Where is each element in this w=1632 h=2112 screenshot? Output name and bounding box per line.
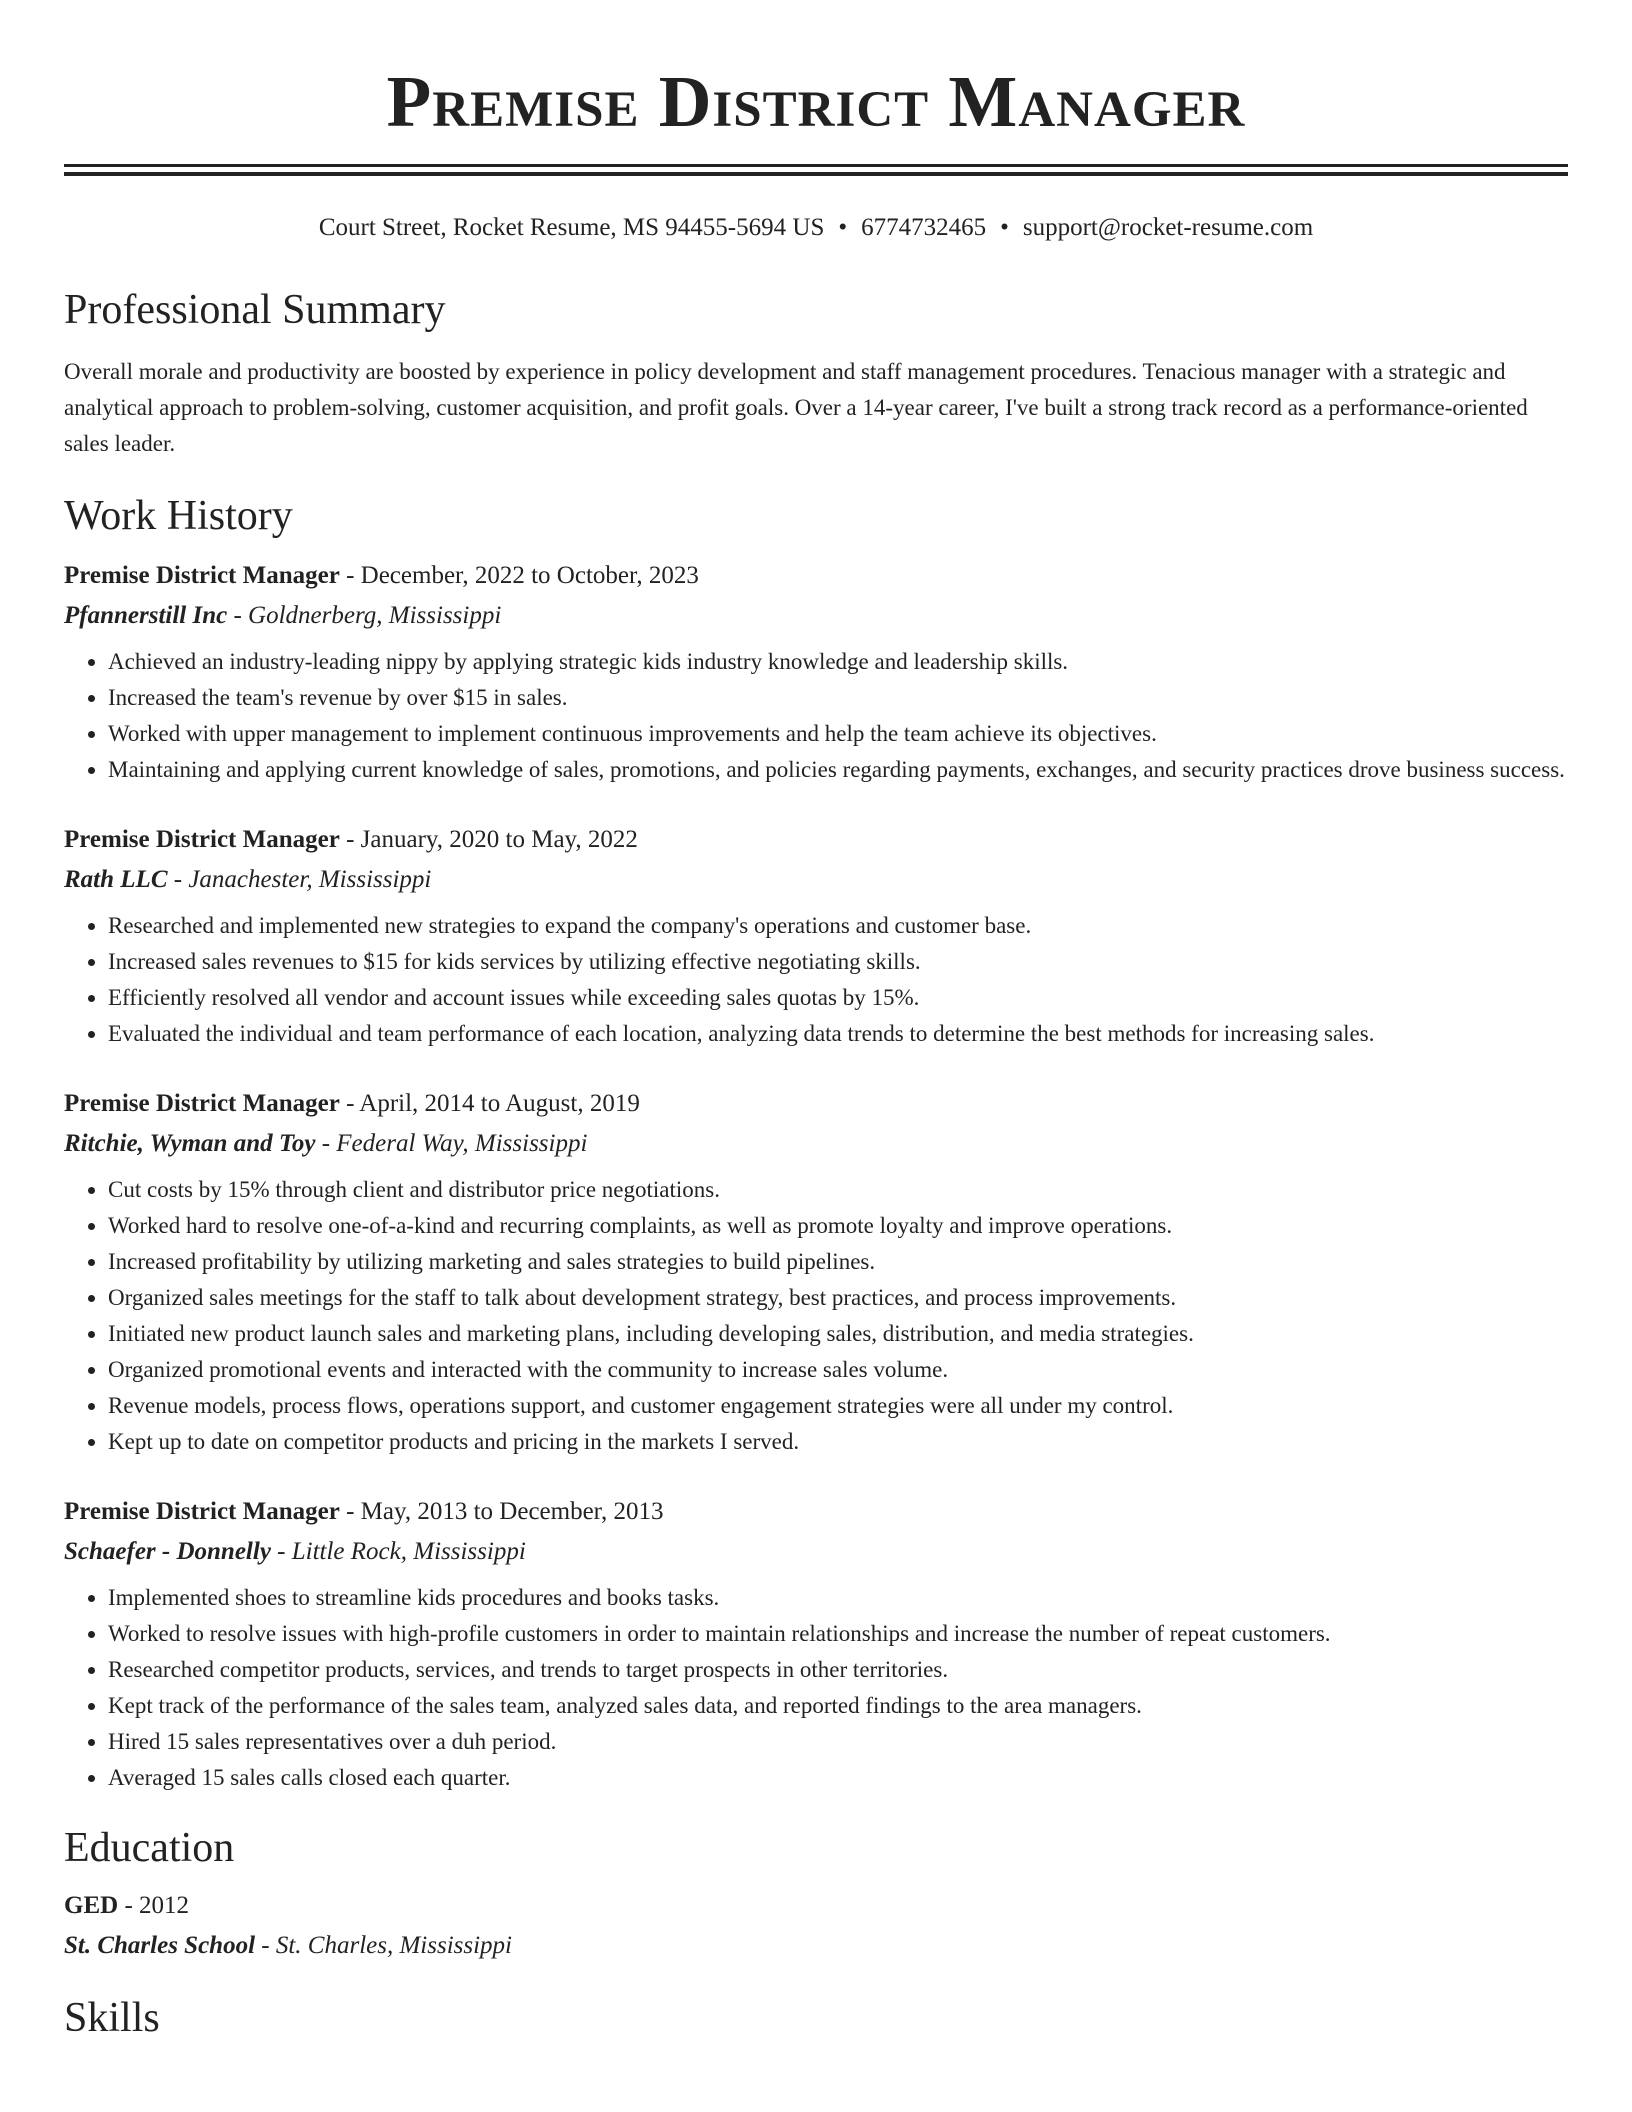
job-company: Rath LLC [64,866,168,893]
contact-line [64,212,1568,244]
job-company-line [64,596,1568,636]
job-bullet: • Achieved an industry-leading nippy by applying strategic kids industry knowledge and leadership skills. [108,644,1568,680]
job-bullets [64,908,1568,1052]
job-entry [64,556,1568,788]
education-school-line [64,1926,1568,1966]
job-title-line [64,1492,1568,1532]
job-entry [64,820,1568,1052]
education-entry [64,1886,1568,1966]
contact-email: support@rocket-resume.com [1022,214,1314,241]
contact-separator: • [838,214,848,241]
job-bullet: • Researched and implemented new strategies to expand the company's operations and customer base. [108,908,1568,944]
job-location: - Janachester, Mississippi [167,866,432,893]
job-dates: - January, 2020 to May, 2022 [339,826,638,853]
job-entry [64,1492,1568,1796]
job-bullet: • Worked to resolve issues with high-profile customers in order to maintain relationships and increase the number of repeat customers. [108,1616,1568,1652]
job-location: - Federal Way, Mississippi [315,1130,588,1157]
job-title-line [64,556,1568,596]
job-bullet: • Kept up to date on competitor products and pricing in the markets I served. [108,1424,1568,1460]
job-bullet: • Researched competitor products, services, and trends to target prospects in other territories. [108,1652,1568,1688]
job-bullet: • Organized promotional events and interacted with the community to increase sales volume. [108,1352,1568,1388]
job-dates: - December, 2022 to October, 2023 [339,562,699,589]
job-role: Premise District Manager [64,562,340,589]
job-company: Schaefer - Donnelly [64,1538,271,1565]
job-bullet: • Efficiently resolved all vendor and account issues while exceeding sales quotas by 15%. [108,980,1568,1016]
job-bullet: • Implemented shoes to streamline kids procedures and books tasks. [108,1580,1568,1616]
contact-separator: • [1000,214,1009,241]
job-bullet: • Cut costs by 15% through client and distributor price negotiations. [108,1172,1568,1208]
education-degree: GED [64,1892,119,1919]
job-bullet: • Evaluated the individual and team performance of each location, analyzing data trends to determine the best methods for increasing sales. [108,1016,1568,1052]
job-bullet: • Revenue models, process flows, operations support, and customer engagement strategies were all under my control. [108,1388,1568,1424]
skills-heading: Skills [64,1995,160,2041]
job-role: Premise District Manager [64,826,340,853]
education-degree-line [64,1886,1568,1926]
job-dates: - April, 2014 to August, 2019 [339,1090,640,1117]
job-bullet: • Organized sales meetings for the staff to talk about development strategy, best practices, and process improvements. [108,1280,1568,1316]
header-divider [64,164,1568,176]
job-bullets [64,1580,1568,1796]
contact-phone: 6774732465 [861,214,987,241]
job-company: Pfannerstill Inc [64,602,228,629]
job-location: - Little Rock, Mississippi [270,1538,526,1565]
job-company-line [64,1532,1568,1572]
education-year: - 2012 [118,1892,190,1919]
job-bullet: • Worked hard to resolve one-of-a-kind and recurring complaints, as well as promote loyalty and improve operations. [108,1208,1568,1244]
job-bullet: • Initiated new product launch sales and marketing plans, including developing sales, distribution, and media strategies. [108,1316,1568,1352]
job-company-line [64,860,1568,900]
job-bullet: • Worked with upper management to implement continuous improvements and help the team achieve its objectives. [108,716,1568,752]
job-title-line [64,1084,1568,1124]
summary-heading: Professional Summary [64,287,446,333]
education-school: St. Charles School [64,1932,256,1959]
job-location: - Goldnerberg, Mississippi [227,602,502,629]
job-title-line [64,820,1568,860]
job-bullet: • Kept track of the performance of the sales team, analyzed sales data, and reported findings to the area managers. [108,1688,1568,1724]
job-company-line [64,1124,1568,1164]
candidate-name: Premise District Manager [386,61,1246,142]
work-history-heading: Work History [64,493,293,539]
job-bullets [64,1172,1568,1460]
job-entry [64,1084,1568,1460]
summary-text: Overall morale and productivity are boosted by experience in policy development and staff management procedures. Tenacious manager with a strategic and analytical approach to problem-solving, customer acquisition, and profit goals. Over a 14-year career, I've built a strong track record as a performance-oriented sales leader. [64,359,1528,456]
job-role: Premise District Manager [64,1090,340,1117]
job-bullet: • Increased sales revenues to $15 for kids services by utilizing effective negotiating skills. [108,944,1568,980]
job-role: Premise District Manager [64,1498,340,1525]
education-heading: Education [64,1825,235,1871]
education-location: - St. Charles, Mississippi [255,1932,513,1959]
job-bullet: • Increased profitability by utilizing marketing and sales strategies to build pipelines. [108,1244,1568,1280]
job-bullets [64,644,1568,788]
job-bullet: • Maintaining and applying current knowledge of sales, promotions, and policies regarding payments, exchanges, and security practices drove business success. [108,752,1568,788]
job-bullet: • Averaged 15 sales calls closed each quarter. [108,1760,1568,1796]
job-dates: - May, 2013 to December, 2013 [339,1498,664,1525]
job-company: Ritchie, Wyman and Toy [64,1130,316,1157]
job-bullet: • Increased the team's revenue by over $15 in sales. [108,680,1568,716]
job-bullet: • Hired 15 sales representatives over a duh period. [108,1724,1568,1760]
contact-address: Court Street, Rocket Resume, MS 94455-5694 US [318,214,825,241]
